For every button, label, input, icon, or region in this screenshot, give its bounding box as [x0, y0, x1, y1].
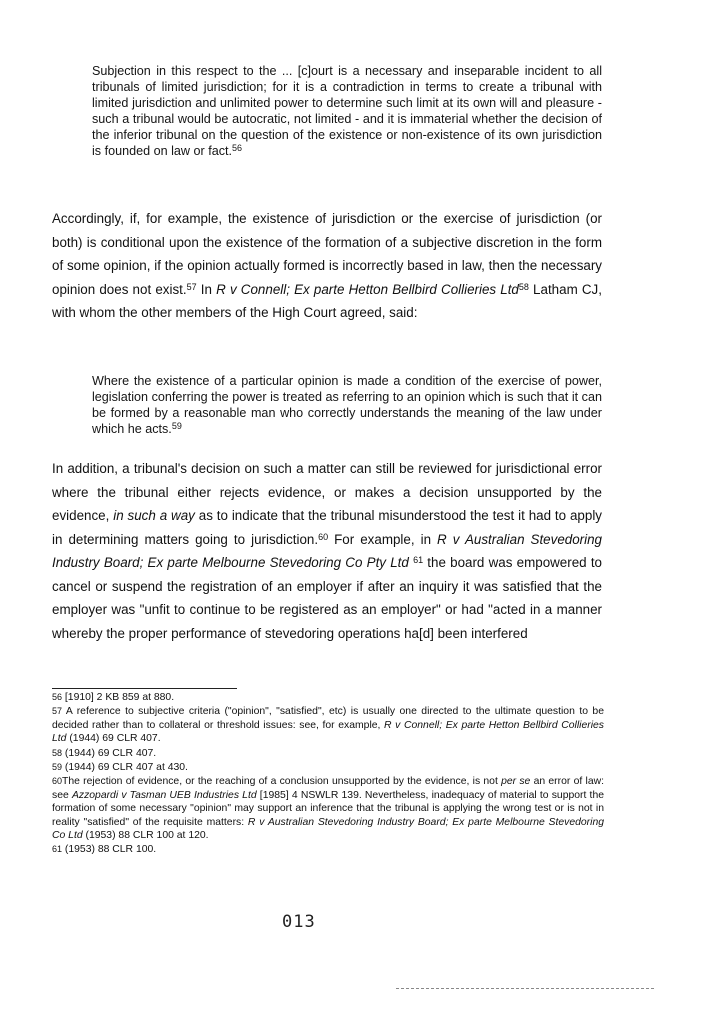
footnote-59: [52, 761, 604, 774]
footnote-ref-61: 61: [413, 555, 424, 565]
footnote-60: [52, 775, 604, 842]
footnote-text: an error of law: see: [52, 776, 604, 801]
footnote-text: (1953) 88 CLR 100 at 120.: [82, 830, 209, 842]
footnote-emphasis: per se: [501, 776, 531, 788]
footnote-ref-57: 57: [186, 281, 197, 292]
paragraph-1-part-3: Latham CJ, with whom the other members of the High Court agreed, said:: [52, 281, 602, 320]
footnote-text: (1944) 69 CLR 407.: [64, 747, 157, 759]
paragraph-2-part-2: as to indicate that the tribunal misunderstood the test it had to apply in determining matters going to jurisdiction.: [52, 508, 602, 547]
footnote-separator: [52, 688, 237, 689]
block-quote-1: [92, 63, 602, 159]
paragraph-1-part-2: In: [196, 281, 217, 297]
footnote-text: [1985] 4 NSWLR 139. Nevertheless, inadequacy of material to support the formation of some necessary "opinion" may support an inference that the tribunal is applying the wrong test or is not in reality "satisfied" of the requisite matters:: [52, 789, 605, 828]
footnote-ref-58: 58: [518, 281, 529, 292]
footnote-ref-59: 59: [171, 421, 182, 431]
footnote-text: (1944) 69 CLR 407 at 430.: [64, 762, 188, 774]
footnote-case-name: R v Australian Stevedoring Industry Board; Ex parte Melbourne Stevedoring Co Ltd: [52, 816, 605, 842]
footnote-text: The rejection of evidence, or the reaching of a conclusion unsupported by the evidence, is not: [62, 776, 502, 788]
footnote-56: [52, 691, 604, 704]
footnote-case-name: R v Connell; Ex parte Hetton Bellbird Collieries Ltd: [52, 719, 604, 745]
paragraph-2: [52, 457, 602, 645]
case-name-connell: R v Connell; Ex parte Hetton Bellbird Collieries Ltd: [216, 281, 519, 297]
paragraph-2-part-3: For example, in: [328, 531, 438, 547]
footnote-case-name: Azzopardi v Tasman UEB Industries Ltd: [71, 789, 257, 801]
footnote-text: A reference to subjective criteria ("opinion", "satisfied", etc) is usually one directed to the ultimate question to be decided rather than to collateral or threshold issues: see, for example,: [52, 706, 604, 731]
page-number: 013: [282, 912, 316, 932]
footnote-58: [52, 747, 604, 760]
footnotes: [52, 691, 604, 858]
footnote-ref-60: 60: [318, 531, 329, 542]
footnote-number: 60: [52, 776, 63, 787]
paragraph-1: [52, 207, 602, 325]
case-name-stevedoring: R v Australian Stevedoring Industry Board; Ex parte Melbourne Stevedoring Co Pty Ltd: [52, 531, 603, 570]
paragraph-1-part-1: Accordingly, if, for example, the existence of jurisdiction or the exercise of jurisdiction (or both) is conditional upon the existence of the formation of a subjective discretion in the form of some opinion, if the opinion actually formed is incorrectly based in law, then the necessary opinion does not exist.: [52, 211, 602, 297]
quote-1-text: Subjection in this respect to the ... [c]ourt is a necessary and inseparable incident to all tribunals of limited jurisdiction; for it is a contradiction in terms to create a tribunal with limited jurisdiction and unlimited power to determine such limit at its own will and pleasure - such a tribunal would be autocratic, not limited - and it is immaterial whether the decision of the inferior tribunal on the question of the existence or non-existence of its own jurisdiction is founded on law or fact.: [92, 64, 602, 158]
footnote-number: 58: [52, 747, 63, 758]
footnote-text: (1953) 88 CLR 100.: [64, 844, 157, 856]
footnote-number: 57: [52, 706, 63, 717]
footnote-57: [52, 705, 604, 745]
block-quote-2: [92, 373, 602, 437]
scan-artifact-line: [396, 988, 654, 989]
footnote-number: 61: [52, 844, 63, 855]
footnote-text: (1944) 69 CLR 407.: [66, 733, 161, 745]
emphasis-in-such-a-way: in such a way: [113, 508, 195, 523]
footnote-61: [52, 843, 604, 856]
quote-2-text: Where the existence of a particular opinion is made a condition of the exercise of power, legislation conferring the power is treated as referring to an opinion which is such that it can be formed by a reasonable man who correctly understands the meaning of the law under which he acts.: [92, 374, 602, 436]
footnote-number: 59: [52, 762, 63, 773]
paragraph-2-part-1: In addition, a tribunal's decision on such a matter can still be reviewed for jurisdictional error where the tribunal either rejects evidence, or makes a decision unsupported by the evidence,: [52, 461, 602, 523]
footnote-number: 56: [52, 692, 63, 702]
footnote-ref-56: 56: [232, 143, 243, 153]
footnote-text: [1910] 2 KB 859 at 880.: [64, 692, 175, 703]
paragraph-2-part-4: the board was empowered to cancel or suspend the registration of an employer if after an inquiry it was satisfied that the employer was "unfit to continue to be registered as an employer" or had "acted in a manner whereby the proper performance of stevedoring operations ha[d] been interfered: [52, 555, 602, 641]
